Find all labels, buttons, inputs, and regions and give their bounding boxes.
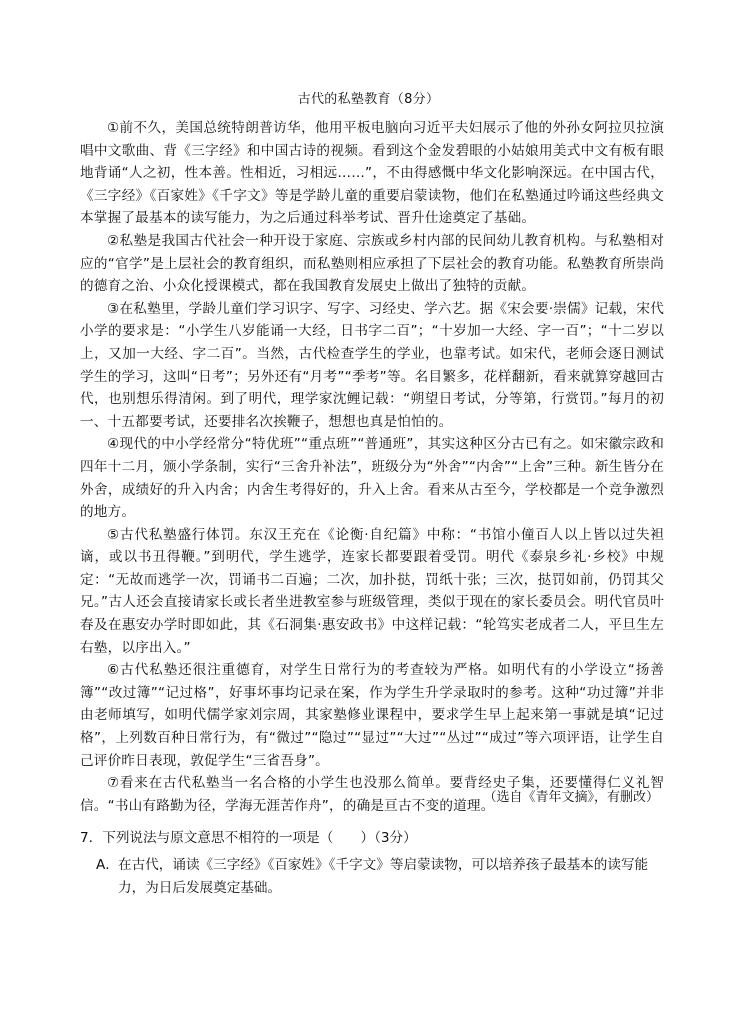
question-7: 7．下列说法与原文意思不相符的一项是（ ）（3分）	[80, 830, 417, 846]
paragraph-7: ⑦看来在古代私塾当一名合格的小学生也没那么简单。要背经史子集，还要懂得仁义礼智信。“书山有路勤为径，学海无涯苦作舟”，的确是亘古不变的道理。	[80, 775, 664, 814]
paragraph-1: ①前不久，美国总统特朗普访华，他用平板电脑向习近平夫妇展示了他的外孙女阿拉贝拉演唱中文歌曲、背《三字经》和中国古诗的视频。看到这个金发碧眼的小姑娘用美式中文有板有眼地背诵“人之初，性本善。性相近，习相远……”，不由得感慨中华文化影响深远。在中国古代，《三字经》《百家姓》《千字文》等是学龄儿童的重要启蒙读物，他们在私塾通过吟诵这些经典文本掌握了最基本的读写能力，为之后通过科举考试、晋升仕途奠定了基础。	[80, 120, 664, 227]
paragraph-6: ⑥古代私塾还很注重德育，对学生日常行为的考查较为严格。如明代有的小学设立“扬善簿”“改过簿”“记过格”，好事坏事均记录在案，作为学生升学录取时的参考。这种“功过簿”并非由老师填写，如明代儒学家刘宗周，其家塾修业课程中，要求学生早上起来第一事就是填“记过格”，上列数百种日常行为，有“微过”“隐过”“显过”“大过”“丛过”“成过”等六项评语，让学生自己评价昨日表现，敦促学生“三省吾身”。	[80, 662, 664, 769]
paragraph-2: ②私塾是我国古代社会一种开设于家庭、宗族或乡村内部的民间幼儿教育机构。与私塾相对应的“官学”是上层社会的教育组织，而私塾则相应承担了下层社会的教育功能。私塾教育所崇尚的德育之治、小众化授课模式，都在我国教育发展史上做出了独特的贡献。	[80, 232, 664, 295]
option-a-letter: A．	[96, 857, 119, 873]
paragraph-3: ③在私塾里，学龄儿童们学习识字、写字、习经史、学六艺。据《宋会要·崇儒》记载，宋代小学的要求是：“小学生八岁能诵一大经，日书字二百”；“十岁加一大经、字一百”；“十二岁以上，又加一大经、字二百”。当然，古代检查学生的学业，也靠考试。如宋代，老师会逐日测试学生的学习，这叫“日考”；另外还有“月考”“季考”等。名目繁多，花样翻新，看来就算穿越回古代，也别想乐得清闲。到了明代，理学家沈鲤记载：“朔望日考试，分等第，行赏罚。”每月的初一、十五都要考试，还要排名次挨鞭子，想想也真是怕怕的。	[80, 300, 664, 430]
paragraph-4: ④现代的中小学经常分“特优班”“重点班”“普通班”，其实这种区分古已有之。如宋徽宗政和四年十二月，颁小学条制，实行“三舍升补法”，班级分为“外舍”“内舍”“上舍”三种。新生皆分在外舍，成绩好的升入内舍；内舍生考得好的，升入上舍。看来从古至今，学校都是一个竞争激烈的地方。	[80, 436, 664, 521]
paragraph-5: ⑤古代私塾盛行体罚。东汉王充在《论衡·自纪篇》中称：“书馆小僮百人以上皆以过失袒谪，或以书丑得鞭。”到明代，学生逃学，连家长都要跟着受罚。明代《泰泉乡礼·乡校》中规定：“无故而逃学一次，罚诵书二百遍；二次，加扑挞，罚纸十张；三次，挞罚如前，仍罚其父兄。”古人还会直接请家长或长者坐进教室参与班级管理，类似于现在的家长委员会。明代官员叶春及在惠安办学时即如此，其《石洞集·惠安政书》中这样记载：“轮笃实老成者二人，平旦生左右塾，以序出入。”	[80, 526, 664, 656]
option-a	[96, 854, 664, 899]
source-citation: （选自《青年文摘》，有删改）	[483, 790, 659, 805]
article-title: 古代的私塾教育（8分）	[297, 92, 440, 107]
article-body	[80, 117, 664, 817]
option-a-text: 在古代，诵读《三字经》《百家姓》《千字文》等启蒙读物，可以培养孩子最基本的读写能力，为日后发展奠定基础。	[118, 857, 649, 896]
